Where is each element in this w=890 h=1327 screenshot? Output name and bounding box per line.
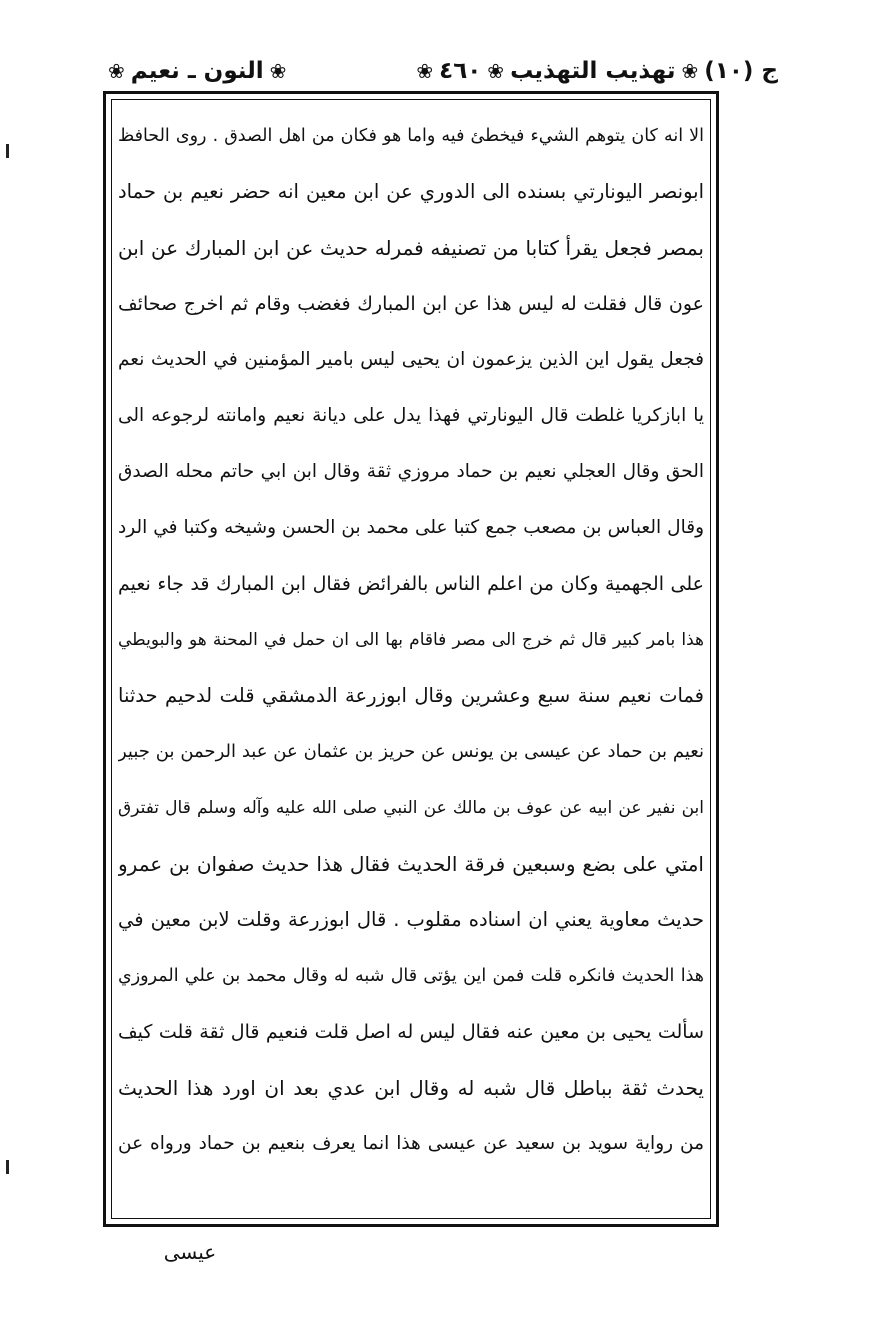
section-label: النون ـ نعيم xyxy=(130,58,264,84)
catchword: عيسى xyxy=(163,1240,217,1264)
ornament-icon: ❀ xyxy=(269,59,287,83)
text-line: هذا بامر كبير قال ثم خرج الى مصر فاقام بها الى ان حمل في المحنة هو والبويطي xyxy=(118,630,704,650)
text-line: يحدث ثقة بباطل قال شبه له وقال ابن عدي بعد ان اورد هذا الحديث xyxy=(118,1076,704,1100)
text-line: ابونصر اليونارتي بسنده الى الدوري عن ابن معين انه حضر نعيم بن حماد xyxy=(118,180,704,203)
text-line: عون قال فقلت له ليس هذا عن ابن المبارك فغضب وقام ثم اخرج صحائف xyxy=(118,293,704,315)
margin-mark xyxy=(6,144,9,158)
text-line: فجعل يقول اين الذين يزعمون ان يحيى ليس بامير المؤمنين في الحديث نعم xyxy=(118,349,704,370)
ornament-icon: ❀ xyxy=(681,59,699,83)
body-text xyxy=(118,108,704,1172)
text-line: بمصر فجعل يقرأ كتابا من تصنيفه فمرله حديث عن ابن المبارك عن ابن xyxy=(118,236,704,260)
text-line: فمات نعيم سنة سبع وعشرين وقال ابوزرعة الدمشقي قلت لدحيم حدثنا xyxy=(118,684,704,707)
header-right-group xyxy=(416,58,778,84)
text-line: امتي على بضع وسبعين فرقة الحديث فقال هذا حديث صفوان بن عمرو xyxy=(118,852,704,876)
book-title: تهذيب التهذيب xyxy=(510,58,676,84)
margin-mark xyxy=(6,1160,9,1174)
text-line: الحق وقال العجلي نعيم بن حماد مروزي ثقة وقال ابن ابي حاتم محله الصدق xyxy=(118,461,704,482)
volume-label: ج (١٠) xyxy=(704,58,778,84)
text-line: من رواية سويد بن سعيد عن عيسى هذا انما يعرف بنعيم بن حماد ورواه عن xyxy=(118,1133,704,1154)
page-header xyxy=(108,46,778,96)
text-line: وقال العباس بن مصعب جمع كتبا على محمد بن الحسن وشيخه وكتبا في الرد xyxy=(118,517,704,538)
ornament-icon: ❀ xyxy=(416,59,434,83)
text-line: حديث معاوية يعني ان اسناده مقلوب . قال ابوزرعة وقلت لابن معين في xyxy=(118,908,704,931)
text-line: هذا الحديث فانكره قلت فمن اين يؤتى قال شبه له وقال محمد بن علي المروزي xyxy=(118,966,704,986)
text-line: نعيم بن حماد عن عيسى بن يونس عن حريز بن عثمان عن عبد الرحمن بن جبير xyxy=(118,741,704,762)
header-left-group xyxy=(108,58,286,84)
text-line: ابن نفير عن ابيه عن عوف بن مالك عن النبي صلى الله عليه وآله وسلم قال تفترق xyxy=(118,798,704,818)
ornament-icon: ❀ xyxy=(487,59,505,83)
text-line: يا ابازكريا غلطت قال اليونارتي فهذا يدل على ديانة نعيم وامانته لرجوعه الى xyxy=(118,405,704,426)
text-line: سألت يحيى بن معين عنه فقال ليس له اصل قلت فنعيم قال ثقة قلت كيف xyxy=(118,1021,704,1043)
ornament-icon: ❀ xyxy=(108,59,125,83)
text-line: الا انه كان يتوهم الشيء فيخطئ فيه واما هو فكان من اهل الصدق . روى الحافظ xyxy=(118,126,704,146)
text-line: على الجهمية وكان من اعلم الناس بالفرائض فقال ابن المبارك قد جاء نعيم xyxy=(118,573,704,595)
page-number: ٤٦٠ xyxy=(439,58,482,84)
